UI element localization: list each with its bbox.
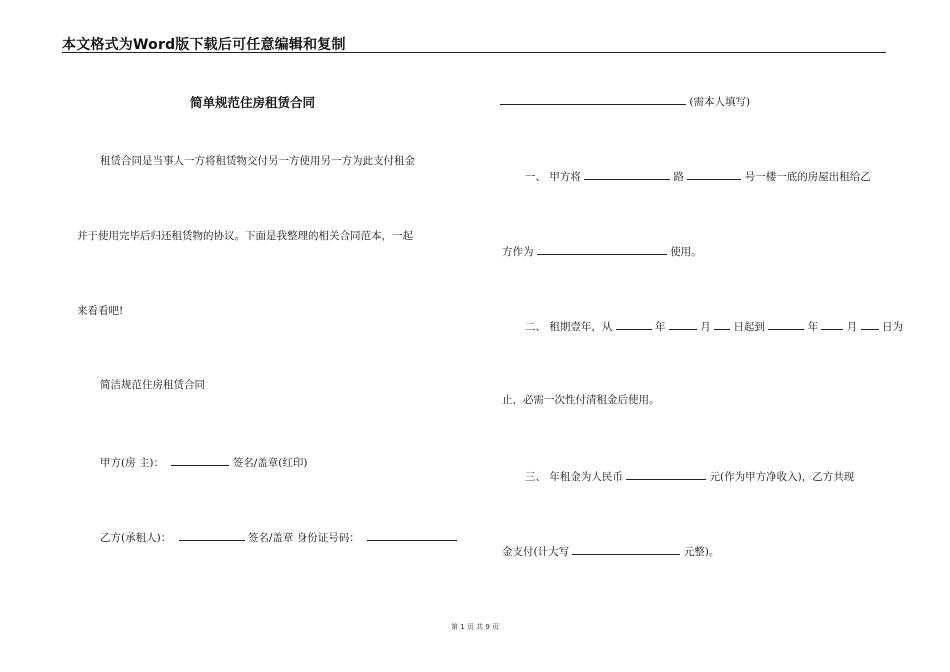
- clause-1b-text: 方作为: [502, 246, 534, 258]
- party-b-label: 乙方(承租人)：: [100, 532, 172, 544]
- document-title: 简单规范住房租赁合同: [190, 95, 316, 110]
- end-day-label: 日为: [881, 321, 903, 333]
- end-year-label: 年: [807, 321, 819, 333]
- start-day-label: 日起到: [733, 321, 765, 333]
- clause-2-line: [525, 318, 903, 334]
- rent-amount-blank[interactable]: [626, 468, 706, 480]
- clause-2b-line: 止，必需一次性付清租金后使用。: [502, 394, 660, 406]
- clause-3b-text: 金支付(计大写: [502, 546, 570, 558]
- clause-3-text: 三、 年租金为人民币: [525, 471, 623, 483]
- party-a-label: 甲方(房 主)：: [100, 457, 165, 469]
- clause-1b-end: 使用。: [670, 246, 702, 258]
- end-year-blank[interactable]: [768, 318, 804, 330]
- contract-subtitle: 简洁规范住房租赁合同: [100, 379, 205, 391]
- end-day-blank[interactable]: [861, 318, 879, 330]
- party-a-name-blank[interactable]: [171, 454, 229, 466]
- clause-1-text: 一、 甲方将: [525, 171, 581, 183]
- start-month-blank[interactable]: [669, 318, 697, 330]
- clause-1-rest: 号一楼一底的房屋出租给乙: [744, 171, 871, 183]
- intro-line-2: 并于使用完毕后归还租赁物的协议。下面是我整理的相关合同范本，一起: [77, 230, 413, 242]
- clause-3-rest: 元(作为甲方净收入)，乙方共现: [709, 471, 855, 483]
- party-a-line: [100, 454, 307, 470]
- page-number: 第 1 页 共 9 页: [450, 623, 500, 631]
- intro-line-3: 来看看吧!: [77, 305, 124, 317]
- header-divider: [62, 52, 886, 53]
- clause-1-road-blank[interactable]: [584, 168, 670, 180]
- start-year-blank[interactable]: [616, 318, 652, 330]
- fill-blank[interactable]: [500, 93, 686, 105]
- clause-1-line: [525, 168, 871, 184]
- end-month-blank[interactable]: [821, 318, 843, 330]
- fill-note: (需本人填写): [689, 96, 751, 108]
- clause-1b-use-blank[interactable]: [537, 243, 667, 255]
- party-a-sign-label: 签名/盖章(红印): [232, 457, 308, 469]
- start-year-label: 年: [655, 321, 666, 333]
- end-month-label: 月: [846, 321, 858, 333]
- clause-3-line: [525, 468, 854, 484]
- party-b-id-blank[interactable]: [367, 529, 457, 541]
- start-month-label: 月: [700, 321, 711, 333]
- fill-note-line: [500, 93, 750, 109]
- start-day-blank[interactable]: [714, 318, 730, 330]
- clause-1-road-label: 路: [673, 171, 685, 183]
- rent-capital-blank[interactable]: [572, 543, 680, 555]
- party-b-name-blank[interactable]: [179, 529, 245, 541]
- party-b-sign-label: 签名/盖章 身份证号码：: [247, 532, 360, 544]
- clause-1-number-blank[interactable]: [687, 168, 741, 180]
- clause-3b-end: 元整)。: [683, 546, 720, 558]
- clause-1b-line: [502, 243, 702, 259]
- intro-line-1: 租赁合同是当事人一方将租赁物交付另一方使用另一方为此支付租金: [100, 155, 415, 167]
- clause-3b-line: [502, 543, 719, 559]
- clause-2-text: 二、 租期壹年，从: [525, 321, 613, 333]
- party-b-line: [100, 529, 457, 545]
- document-header-banner: 本文格式为Word版下载后可任意编辑和复制: [62, 37, 346, 53]
